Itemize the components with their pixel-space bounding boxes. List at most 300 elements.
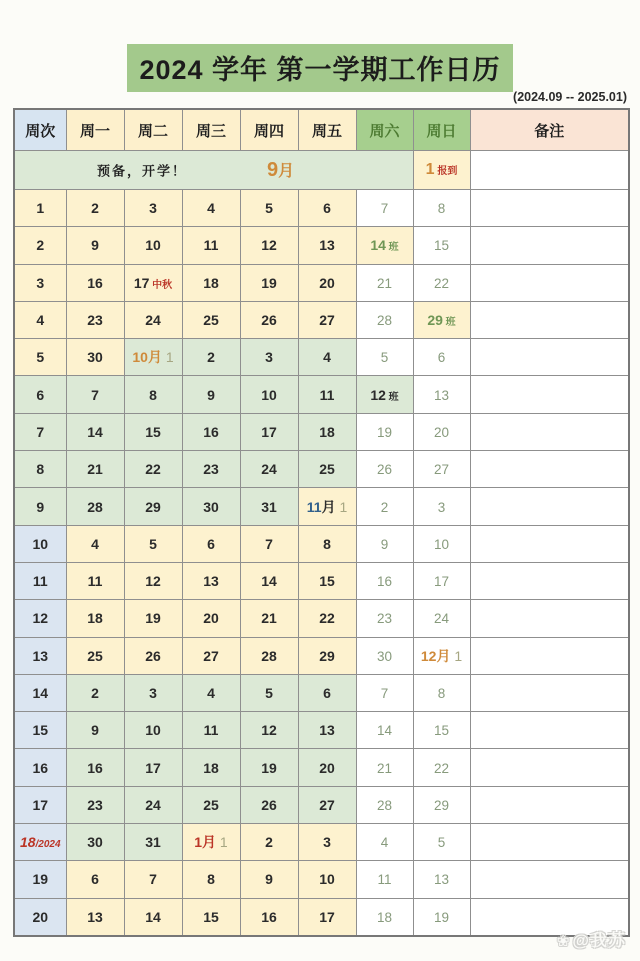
term-start-note: 预备，开学！ xyxy=(97,163,188,179)
cell-text: 7 xyxy=(265,535,273,552)
cell-text: /2024 xyxy=(35,839,61,851)
cell-text: 4 xyxy=(207,685,215,701)
week-row xyxy=(14,786,629,823)
day-cell xyxy=(298,786,356,823)
cell-text: 11 xyxy=(319,386,335,403)
cell-text: 班 xyxy=(442,317,456,329)
week-number-cell xyxy=(14,264,66,301)
col-header: 周次 xyxy=(14,109,66,151)
cell-text: 1 xyxy=(335,498,348,515)
day-cell xyxy=(182,413,240,450)
cell-text: 13 xyxy=(319,237,335,254)
week-number-cell xyxy=(14,451,66,488)
cell-text: 2 xyxy=(265,834,273,851)
day-cell xyxy=(356,488,413,525)
month-number: 9 xyxy=(267,159,279,181)
cell-text: 10 xyxy=(145,722,161,739)
cell-text: 17 xyxy=(32,796,49,813)
cell-text: 16 xyxy=(376,574,393,590)
day-cell xyxy=(182,451,240,488)
day-cell xyxy=(298,637,356,674)
cell-text: 29 xyxy=(433,797,450,813)
week-number-cell xyxy=(14,227,66,264)
cell-text: 24 xyxy=(433,611,450,627)
week-number-cell xyxy=(14,712,66,749)
cell-text: 25 xyxy=(203,796,219,813)
day-cell xyxy=(356,861,413,898)
week-number-cell xyxy=(14,525,66,562)
col-header: 周一 xyxy=(66,109,124,151)
day-cell xyxy=(124,525,182,562)
day-cell xyxy=(298,376,356,413)
day-cell xyxy=(182,562,240,599)
remark-cell xyxy=(470,674,629,711)
cell-text: 17 xyxy=(133,274,150,291)
remark-cell xyxy=(470,488,629,525)
day-cell xyxy=(356,451,413,488)
cell-text: 16 xyxy=(87,759,103,776)
cell-text: 22 xyxy=(145,461,161,478)
day-cell xyxy=(413,301,470,338)
week-number-cell xyxy=(14,824,66,861)
day-cell xyxy=(66,898,124,936)
cell-text: 19 xyxy=(261,759,277,776)
remark-cell xyxy=(470,413,629,450)
cell-text: 12 xyxy=(261,237,277,254)
day-cell xyxy=(413,413,470,450)
cell-text: 10 xyxy=(132,349,148,366)
day-cell xyxy=(240,712,298,749)
week-number-cell xyxy=(14,637,66,674)
cell-text: 13 xyxy=(433,872,450,888)
week-row xyxy=(14,637,629,674)
week-row xyxy=(14,413,629,450)
cell-text: 3 xyxy=(437,499,446,515)
day-cell xyxy=(182,190,240,227)
day-cell xyxy=(66,264,124,301)
day-cell xyxy=(298,712,356,749)
cell-text: 28 xyxy=(87,498,103,515)
week-row xyxy=(14,749,629,786)
day-cell xyxy=(124,376,182,413)
cell-text: 6 xyxy=(323,200,331,217)
day-cell xyxy=(356,712,413,749)
remark-cell xyxy=(470,786,629,823)
cell-text: 11 xyxy=(203,722,219,739)
day-cell xyxy=(124,488,182,525)
cell-text: 25 xyxy=(87,647,103,664)
day-cell xyxy=(413,525,470,562)
cell-text: 28 xyxy=(376,797,393,813)
day-cell xyxy=(240,600,298,637)
cell-text: 28 xyxy=(261,647,277,664)
cell-text: 9 xyxy=(265,871,273,888)
cell-text: 3 xyxy=(265,349,273,366)
day-cell xyxy=(298,339,356,376)
day-cell xyxy=(66,562,124,599)
day-cell xyxy=(66,600,124,637)
day-cell xyxy=(66,637,124,674)
week-number-cell xyxy=(14,898,66,936)
september-banner-row xyxy=(14,151,629,190)
cell-text: 12 xyxy=(145,573,161,590)
day-cell xyxy=(66,190,124,227)
week-number-cell xyxy=(14,301,66,338)
day-cell xyxy=(413,227,470,264)
cell-text: 报到 xyxy=(434,166,458,177)
day-cell xyxy=(413,562,470,599)
day-cell xyxy=(298,674,356,711)
day-cell xyxy=(66,451,124,488)
week-number-cell xyxy=(14,861,66,898)
day-cell xyxy=(182,824,240,861)
day-cell xyxy=(356,339,413,376)
cell-text: 18 xyxy=(203,759,219,776)
cell-text: 21 xyxy=(376,275,393,291)
cell-text: 25 xyxy=(319,461,335,478)
cell-text: 24 xyxy=(145,796,161,813)
week-row xyxy=(14,227,629,264)
date-range: (2024.09 -- 2025.01) xyxy=(513,90,627,104)
week-row xyxy=(14,488,629,525)
cell-text: 2 xyxy=(380,499,389,515)
day-cell xyxy=(298,600,356,637)
cell-text: 月 xyxy=(202,834,217,851)
cell-text: 4 xyxy=(323,349,331,366)
day-cell xyxy=(240,264,298,301)
cell-text: 18 xyxy=(19,834,36,851)
day-cell xyxy=(413,712,470,749)
cell-text: 5 xyxy=(149,535,157,552)
day-cell xyxy=(413,898,470,936)
cell-text: 4 xyxy=(36,312,45,329)
header-row xyxy=(14,109,629,151)
cell-text: 月 xyxy=(147,349,162,366)
day-cell xyxy=(66,824,124,861)
day-cell xyxy=(356,264,413,301)
remark-cell xyxy=(470,151,629,190)
cell-text: 16 xyxy=(32,759,49,776)
day-cell xyxy=(356,786,413,823)
cell-text: 9 xyxy=(380,536,389,552)
day-cell xyxy=(66,712,124,749)
cell-text: 6 xyxy=(91,871,99,888)
day-cell xyxy=(356,637,413,674)
cell-text: 17 xyxy=(433,574,450,590)
day-cell xyxy=(66,227,124,264)
week-number-cell xyxy=(14,339,66,376)
week-row xyxy=(14,190,629,227)
cell-text: 27 xyxy=(319,796,335,813)
cell-text: 8 xyxy=(207,871,215,888)
cell-text: 23 xyxy=(203,461,219,478)
cell-text: 3 xyxy=(36,274,45,291)
day-cell xyxy=(298,190,356,227)
cell-text: 1 xyxy=(161,349,174,366)
day-cell xyxy=(240,786,298,823)
cell-text: 24 xyxy=(145,312,161,329)
col-header: 周四 xyxy=(240,109,298,151)
day-cell xyxy=(182,600,240,637)
day-cell xyxy=(298,451,356,488)
cell-text: 18 xyxy=(319,423,335,440)
day-cell xyxy=(182,339,240,376)
cell-text: 17 xyxy=(261,423,277,440)
week-row xyxy=(14,301,629,338)
week-number-cell xyxy=(14,488,66,525)
day-cell xyxy=(124,339,182,376)
day-cell xyxy=(66,674,124,711)
cell-text: 19 xyxy=(32,871,49,888)
day-cell xyxy=(298,898,356,936)
day-cell xyxy=(298,749,356,786)
cell-text: 29 xyxy=(145,498,161,515)
day-cell xyxy=(240,376,298,413)
cell-text: 19 xyxy=(376,424,393,440)
day-cell xyxy=(356,749,413,786)
remark-cell xyxy=(470,712,629,749)
remark-cell xyxy=(470,637,629,674)
cell-text: 12 xyxy=(420,647,437,664)
cell-text: 22 xyxy=(433,760,450,776)
day-cell xyxy=(182,674,240,711)
day-cell xyxy=(124,674,182,711)
cell-text: 8 xyxy=(149,386,157,403)
day-cell xyxy=(182,749,240,786)
cell-text: 14 xyxy=(376,723,393,739)
cell-text: 15 xyxy=(32,722,49,739)
cell-text: 23 xyxy=(376,611,393,627)
day-cell xyxy=(124,264,182,301)
day-cell xyxy=(124,637,182,674)
cell-text: 7 xyxy=(380,201,389,217)
day-cell xyxy=(182,637,240,674)
week-row xyxy=(14,562,629,599)
day-cell xyxy=(182,712,240,749)
day-cell xyxy=(413,151,470,190)
day-cell xyxy=(124,861,182,898)
day-cell xyxy=(413,637,470,674)
cell-text: 15 xyxy=(433,723,450,739)
cell-text: 14 xyxy=(32,685,49,701)
cell-text: 7 xyxy=(91,386,99,403)
week-number-cell xyxy=(14,376,66,413)
col-header: 备注 xyxy=(470,109,629,151)
page-header xyxy=(0,44,640,92)
week-row xyxy=(14,339,629,376)
day-cell xyxy=(298,562,356,599)
cell-text: 24 xyxy=(261,461,277,478)
cell-text: 19 xyxy=(261,274,277,291)
cell-text: 2 xyxy=(36,237,45,254)
cell-text: 12 xyxy=(32,610,49,627)
day-cell xyxy=(124,190,182,227)
cell-text: 3 xyxy=(323,834,331,851)
september-banner-inner xyxy=(15,151,413,189)
cell-text: 26 xyxy=(261,312,277,329)
cell-text: 3 xyxy=(149,685,157,701)
cell-text: 14 xyxy=(145,908,161,925)
day-cell xyxy=(124,786,182,823)
remark-cell xyxy=(470,562,629,599)
cell-text: 班 xyxy=(385,242,399,254)
week-number-cell xyxy=(14,190,66,227)
day-cell xyxy=(66,413,124,450)
week-row xyxy=(14,600,629,637)
day-cell xyxy=(124,227,182,264)
day-cell xyxy=(240,190,298,227)
cell-text: 6 xyxy=(437,350,446,366)
cell-text: 19 xyxy=(433,909,450,925)
cell-text: 15 xyxy=(433,238,450,254)
remark-cell xyxy=(470,824,629,861)
week-row xyxy=(14,898,629,936)
day-cell xyxy=(413,376,470,413)
cell-text: 12 xyxy=(370,386,386,403)
cell-text: 30 xyxy=(87,834,103,851)
day-cell xyxy=(413,824,470,861)
cell-text: 9 xyxy=(36,498,45,515)
cell-text: 26 xyxy=(145,647,161,664)
week-row xyxy=(14,264,629,301)
cell-text: 31 xyxy=(261,498,277,515)
cell-text: 10 xyxy=(261,386,277,403)
cell-text: 4 xyxy=(91,535,99,552)
cell-text: 26 xyxy=(261,796,277,813)
cell-text: 22 xyxy=(433,275,450,291)
cell-text: 29 xyxy=(427,312,443,329)
week-number-cell xyxy=(14,413,66,450)
day-cell xyxy=(298,413,356,450)
day-cell xyxy=(240,749,298,786)
day-cell xyxy=(298,861,356,898)
cell-text: 27 xyxy=(433,462,450,478)
week-row xyxy=(14,376,629,413)
col-header: 周日 xyxy=(413,109,470,151)
day-cell xyxy=(124,413,182,450)
day-cell xyxy=(240,525,298,562)
cell-text: 13 xyxy=(32,647,49,664)
day-cell xyxy=(66,525,124,562)
cell-text: 20 xyxy=(32,908,49,925)
cell-text: 13 xyxy=(319,722,335,739)
day-cell xyxy=(413,190,470,227)
cell-text: 30 xyxy=(376,648,393,664)
week-row xyxy=(14,674,629,711)
cell-text: 13 xyxy=(433,387,450,403)
week-row xyxy=(14,824,629,861)
cell-text: 16 xyxy=(203,423,219,440)
day-cell xyxy=(182,786,240,823)
cell-text: 5 xyxy=(36,349,45,366)
day-cell xyxy=(413,786,470,823)
cell-text: 11 xyxy=(87,573,103,590)
cell-text: 月 xyxy=(436,647,451,664)
remark-cell xyxy=(470,525,629,562)
cell-text: 6 xyxy=(323,685,331,701)
work-calendar-table xyxy=(13,108,630,937)
remark-cell xyxy=(470,264,629,301)
remark-cell xyxy=(470,227,629,264)
day-cell xyxy=(413,861,470,898)
day-cell xyxy=(182,376,240,413)
cell-text: 27 xyxy=(319,312,335,329)
day-cell xyxy=(240,562,298,599)
day-cell xyxy=(240,824,298,861)
week-number-cell xyxy=(14,749,66,786)
col-header: 周六 xyxy=(356,109,413,151)
remark-cell xyxy=(470,190,629,227)
cell-text: 21 xyxy=(376,760,393,776)
cell-text: 5 xyxy=(265,685,273,701)
day-cell xyxy=(413,264,470,301)
cell-text: 8 xyxy=(437,686,446,701)
cell-text: 14 xyxy=(261,573,277,590)
cell-text: 中秋 xyxy=(149,279,173,291)
cell-text: 16 xyxy=(87,274,103,291)
day-cell xyxy=(298,525,356,562)
remark-cell xyxy=(470,451,629,488)
day-cell xyxy=(182,227,240,264)
remark-cell xyxy=(470,600,629,637)
cell-text: 15 xyxy=(203,908,219,925)
day-cell xyxy=(240,898,298,936)
day-cell xyxy=(356,562,413,599)
day-cell xyxy=(298,824,356,861)
week-row xyxy=(14,451,629,488)
cell-text: 17 xyxy=(145,759,161,776)
remark-cell xyxy=(470,301,629,338)
watermark xyxy=(557,926,626,951)
cell-text: 5 xyxy=(437,835,446,851)
cell-text: 11 xyxy=(203,237,219,254)
cell-text: 8 xyxy=(36,461,45,478)
cell-text: 15 xyxy=(145,423,161,440)
day-cell xyxy=(66,749,124,786)
cell-text: 9 xyxy=(91,722,99,739)
cell-text: 5 xyxy=(380,350,389,366)
cell-text: 1 xyxy=(216,834,228,851)
cell-text: 13 xyxy=(87,908,103,925)
day-cell xyxy=(356,413,413,450)
month-label-september xyxy=(267,158,294,182)
day-cell xyxy=(240,413,298,450)
remark-cell xyxy=(470,376,629,413)
cell-text: 26 xyxy=(376,462,393,478)
day-cell xyxy=(356,824,413,861)
day-cell xyxy=(240,301,298,338)
page-title: 2024 学年 第一学期工作日历 xyxy=(127,44,512,92)
day-cell xyxy=(298,264,356,301)
cell-text: 1 xyxy=(36,200,45,217)
day-cell xyxy=(124,301,182,338)
cell-text: 班 xyxy=(385,391,399,403)
week-number-cell xyxy=(14,786,66,823)
day-cell xyxy=(124,600,182,637)
watermark-text: @我苏 xyxy=(572,931,626,950)
day-cell xyxy=(240,488,298,525)
cell-text: 10 xyxy=(319,871,335,888)
day-cell xyxy=(356,600,413,637)
day-cell xyxy=(298,227,356,264)
day-cell xyxy=(298,301,356,338)
day-cell xyxy=(66,339,124,376)
cell-text: 2 xyxy=(91,200,99,217)
day-cell xyxy=(356,227,413,264)
day-cell xyxy=(66,301,124,338)
day-cell xyxy=(124,712,182,749)
cell-text: 7 xyxy=(149,871,157,888)
